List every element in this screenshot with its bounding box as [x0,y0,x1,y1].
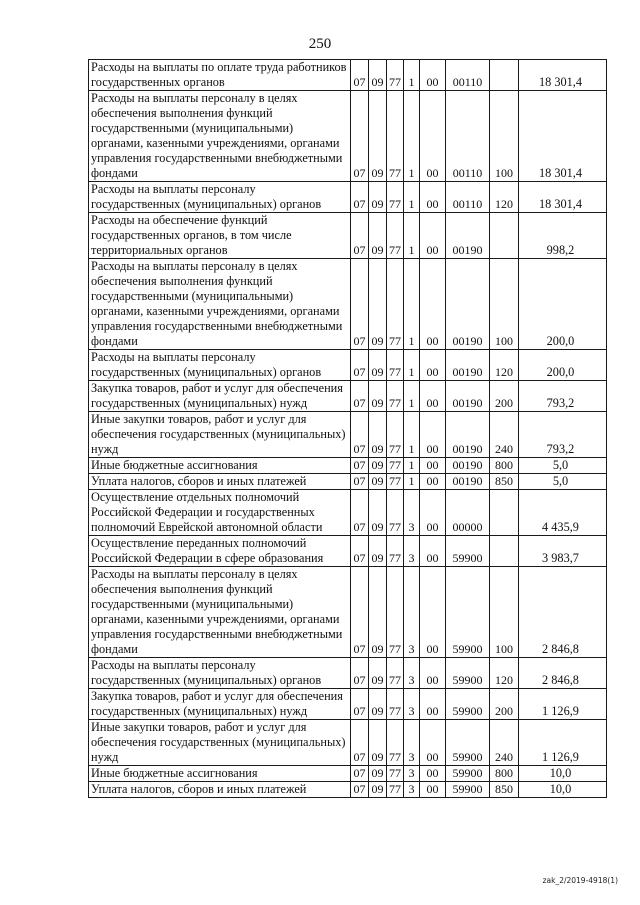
cell-name: Расходы на выплаты персоналу государственных (муниципальных) органов [89,350,351,381]
cell-direction: 00190 [446,458,490,474]
cell-expense-type: 850 [490,782,519,798]
cell-amount: 18 301,4 [519,91,607,182]
cell-group: 00 [420,182,446,213]
cell-name: Расходы на выплаты персоналу государственных (муниципальных) органов [89,182,351,213]
cell-expense-type: 800 [490,458,519,474]
budget-table [88,59,607,798]
cell-direction: 59900 [446,536,490,567]
cell-expense-type: 100 [490,567,519,658]
cell-amount: 200,0 [519,259,607,350]
cell-subprogram: 1 [404,213,420,259]
table-row [89,412,607,458]
cell-expense-type: 100 [490,91,519,182]
cell-subprogram: 3 [404,490,420,536]
cell-section: 07 [351,658,369,689]
cell-name: Иные закупки товаров, работ и услуг для обеспечения государственных (муниципальных) нужд [89,412,351,458]
cell-subsection: 09 [369,213,387,259]
cell-name: Закупка товаров, работ и услуг для обеспечения государственных (муниципальных) нужд [89,689,351,720]
cell-expense-type [490,490,519,536]
table-row [89,350,607,381]
cell-group: 00 [420,213,446,259]
cell-direction: 00190 [446,474,490,490]
cell-name: Расходы на обеспечение функций государственных органов, в том числе территориальных органов [89,213,351,259]
cell-subsection: 09 [369,490,387,536]
cell-direction: 00190 [446,381,490,412]
table-row [89,766,607,782]
cell-section: 07 [351,91,369,182]
cell-direction: 00110 [446,91,490,182]
cell-subsection: 09 [369,381,387,412]
cell-amount: 18 301,4 [519,182,607,213]
cell-section: 07 [351,490,369,536]
cell-group: 00 [420,381,446,412]
cell-direction: 59900 [446,567,490,658]
cell-section: 07 [351,474,369,490]
cell-amount: 200,0 [519,350,607,381]
cell-subprogram: 3 [404,567,420,658]
table-body [89,60,607,798]
cell-amount: 1 126,9 [519,720,607,766]
cell-program: 77 [387,658,404,689]
cell-section: 07 [351,259,369,350]
cell-program: 77 [387,474,404,490]
cell-subprogram: 3 [404,782,420,798]
cell-group: 00 [420,350,446,381]
cell-subprogram: 3 [404,766,420,782]
cell-expense-type: 120 [490,658,519,689]
cell-group: 00 [420,567,446,658]
cell-expense-type: 200 [490,689,519,720]
cell-program: 77 [387,350,404,381]
cell-expense-type: 240 [490,720,519,766]
cell-subsection: 09 [369,474,387,490]
cell-amount: 3 983,7 [519,536,607,567]
cell-direction: 00190 [446,412,490,458]
cell-program: 77 [387,213,404,259]
cell-expense-type: 200 [490,381,519,412]
cell-group: 00 [420,259,446,350]
cell-expense-type: 120 [490,182,519,213]
cell-name: Расходы на выплаты персоналу государственных (муниципальных) органов [89,658,351,689]
cell-subsection: 09 [369,536,387,567]
cell-section: 07 [351,536,369,567]
cell-amount: 1 126,9 [519,689,607,720]
table-row [89,536,607,567]
cell-program: 77 [387,91,404,182]
cell-group: 00 [420,490,446,536]
table-row [89,658,607,689]
cell-group: 00 [420,782,446,798]
cell-expense-type [490,536,519,567]
cell-subprogram: 1 [404,474,420,490]
cell-amount: 2 846,8 [519,658,607,689]
cell-name: Расходы на выплаты персоналу в целях обеспечения выполнения функций государственными (муниципальными) органами, казенными учреждениями, органами управления государственными внебюджетными фондами [89,567,351,658]
cell-direction: 00110 [446,182,490,213]
cell-amount: 793,2 [519,381,607,412]
cell-subprogram: 3 [404,536,420,567]
cell-program: 77 [387,259,404,350]
cell-name: Осуществление переданных полномочий Российской Федерации в сфере образования [89,536,351,567]
cell-amount: 5,0 [519,458,607,474]
cell-name: Иные бюджетные ассигнования [89,458,351,474]
table-row [89,259,607,350]
cell-subprogram: 3 [404,658,420,689]
cell-program: 77 [387,567,404,658]
cell-direction: 59900 [446,766,490,782]
cell-expense-type: 800 [490,766,519,782]
cell-direction: 00000 [446,490,490,536]
cell-subprogram: 1 [404,60,420,91]
cell-group: 00 [420,474,446,490]
cell-subprogram: 1 [404,412,420,458]
cell-direction: 00190 [446,213,490,259]
cell-subprogram: 1 [404,259,420,350]
cell-section: 07 [351,60,369,91]
cell-subsection: 09 [369,350,387,381]
table-row [89,381,607,412]
cell-expense-type [490,60,519,91]
cell-name: Расходы на выплаты по оплате труда работников государственных органов [89,60,351,91]
page-number: 250 [308,36,332,52]
cell-group: 00 [420,91,446,182]
cell-group: 00 [420,689,446,720]
table-row [89,689,607,720]
cell-direction: 59900 [446,658,490,689]
cell-subsection: 09 [369,412,387,458]
cell-program: 77 [387,782,404,798]
cell-name: Уплата налогов, сборов и иных платежей [89,474,351,490]
table-row [89,567,607,658]
cell-direction: 00190 [446,259,490,350]
cell-program: 77 [387,490,404,536]
table-row [89,720,607,766]
cell-subsection: 09 [369,259,387,350]
table-row [89,782,607,798]
table-row [89,213,607,259]
cell-section: 07 [351,567,369,658]
cell-subsection: 09 [369,782,387,798]
cell-expense-type: 850 [490,474,519,490]
cell-section: 07 [351,381,369,412]
cell-section: 07 [351,766,369,782]
cell-section: 07 [351,350,369,381]
cell-expense-type: 240 [490,412,519,458]
cell-subsection: 09 [369,60,387,91]
cell-section: 07 [351,213,369,259]
table-row [89,474,607,490]
cell-subprogram: 1 [404,458,420,474]
cell-group: 00 [420,658,446,689]
cell-program: 77 [387,766,404,782]
cell-section: 07 [351,689,369,720]
cell-subprogram: 1 [404,381,420,412]
cell-amount: 5,0 [519,474,607,490]
cell-subsection: 09 [369,182,387,213]
table-row [89,182,607,213]
cell-direction: 59900 [446,782,490,798]
cell-program: 77 [387,381,404,412]
cell-program: 77 [387,458,404,474]
cell-expense-type: 100 [490,259,519,350]
cell-program: 77 [387,536,404,567]
cell-program: 77 [387,412,404,458]
cell-expense-type [490,213,519,259]
cell-section: 07 [351,458,369,474]
cell-group: 00 [420,766,446,782]
cell-name: Иные бюджетные ассигнования [89,766,351,782]
cell-section: 07 [351,720,369,766]
cell-subsection: 09 [369,567,387,658]
cell-amount: 4 435,9 [519,490,607,536]
cell-subsection: 09 [369,720,387,766]
cell-program: 77 [387,60,404,91]
table-row [89,458,607,474]
cell-name: Уплата налогов, сборов и иных платежей [89,782,351,798]
cell-direction: 59900 [446,689,490,720]
cell-section: 07 [351,782,369,798]
cell-amount: 18 301,4 [519,60,607,91]
cell-subsection: 09 [369,766,387,782]
cell-expense-type: 120 [490,350,519,381]
cell-direction: 00190 [446,350,490,381]
table-row [89,60,607,91]
cell-amount: 998,2 [519,213,607,259]
cell-subsection: 09 [369,658,387,689]
cell-group: 00 [420,536,446,567]
cell-name: Осуществление отдельных полномочий Российской Федерации и государственных полномочий Еврейской автономной области [89,490,351,536]
cell-name: Расходы на выплаты персоналу в целях обеспечения выполнения функций государственными (муниципальными) органами, казенными учреждениями, органами управления государственными внебюджетными фондами [89,91,351,182]
cell-amount: 10,0 [519,782,607,798]
cell-amount: 2 846,8 [519,567,607,658]
cell-program: 77 [387,720,404,766]
cell-name: Иные закупки товаров, работ и услуг для обеспечения государственных (муниципальных) нужд [89,720,351,766]
cell-group: 00 [420,720,446,766]
cell-subprogram: 3 [404,689,420,720]
cell-program: 77 [387,689,404,720]
cell-subsection: 09 [369,458,387,474]
cell-section: 07 [351,182,369,213]
cell-name: Расходы на выплаты персоналу в целях обеспечения выполнения функций государственными (муниципальными) органами, казенными учреждениями, органами управления государственными внебюджетными фондами [89,259,351,350]
cell-direction: 59900 [446,720,490,766]
cell-subprogram: 1 [404,91,420,182]
cell-subprogram: 1 [404,350,420,381]
cell-section: 07 [351,412,369,458]
cell-name: Закупка товаров, работ и услуг для обеспечения государственных (муниципальных) нужд [89,381,351,412]
cell-group: 00 [420,60,446,91]
cell-subsection: 09 [369,689,387,720]
cell-subsection: 09 [369,91,387,182]
table-row [89,91,607,182]
cell-group: 00 [420,458,446,474]
cell-amount: 10,0 [519,766,607,782]
footer-reference: zak_2/2019-4918(1) [542,876,618,885]
cell-direction: 00110 [446,60,490,91]
cell-subprogram: 1 [404,182,420,213]
cell-amount: 793,2 [519,412,607,458]
table-row [89,490,607,536]
cell-group: 00 [420,412,446,458]
cell-program: 77 [387,182,404,213]
cell-subprogram: 3 [404,720,420,766]
